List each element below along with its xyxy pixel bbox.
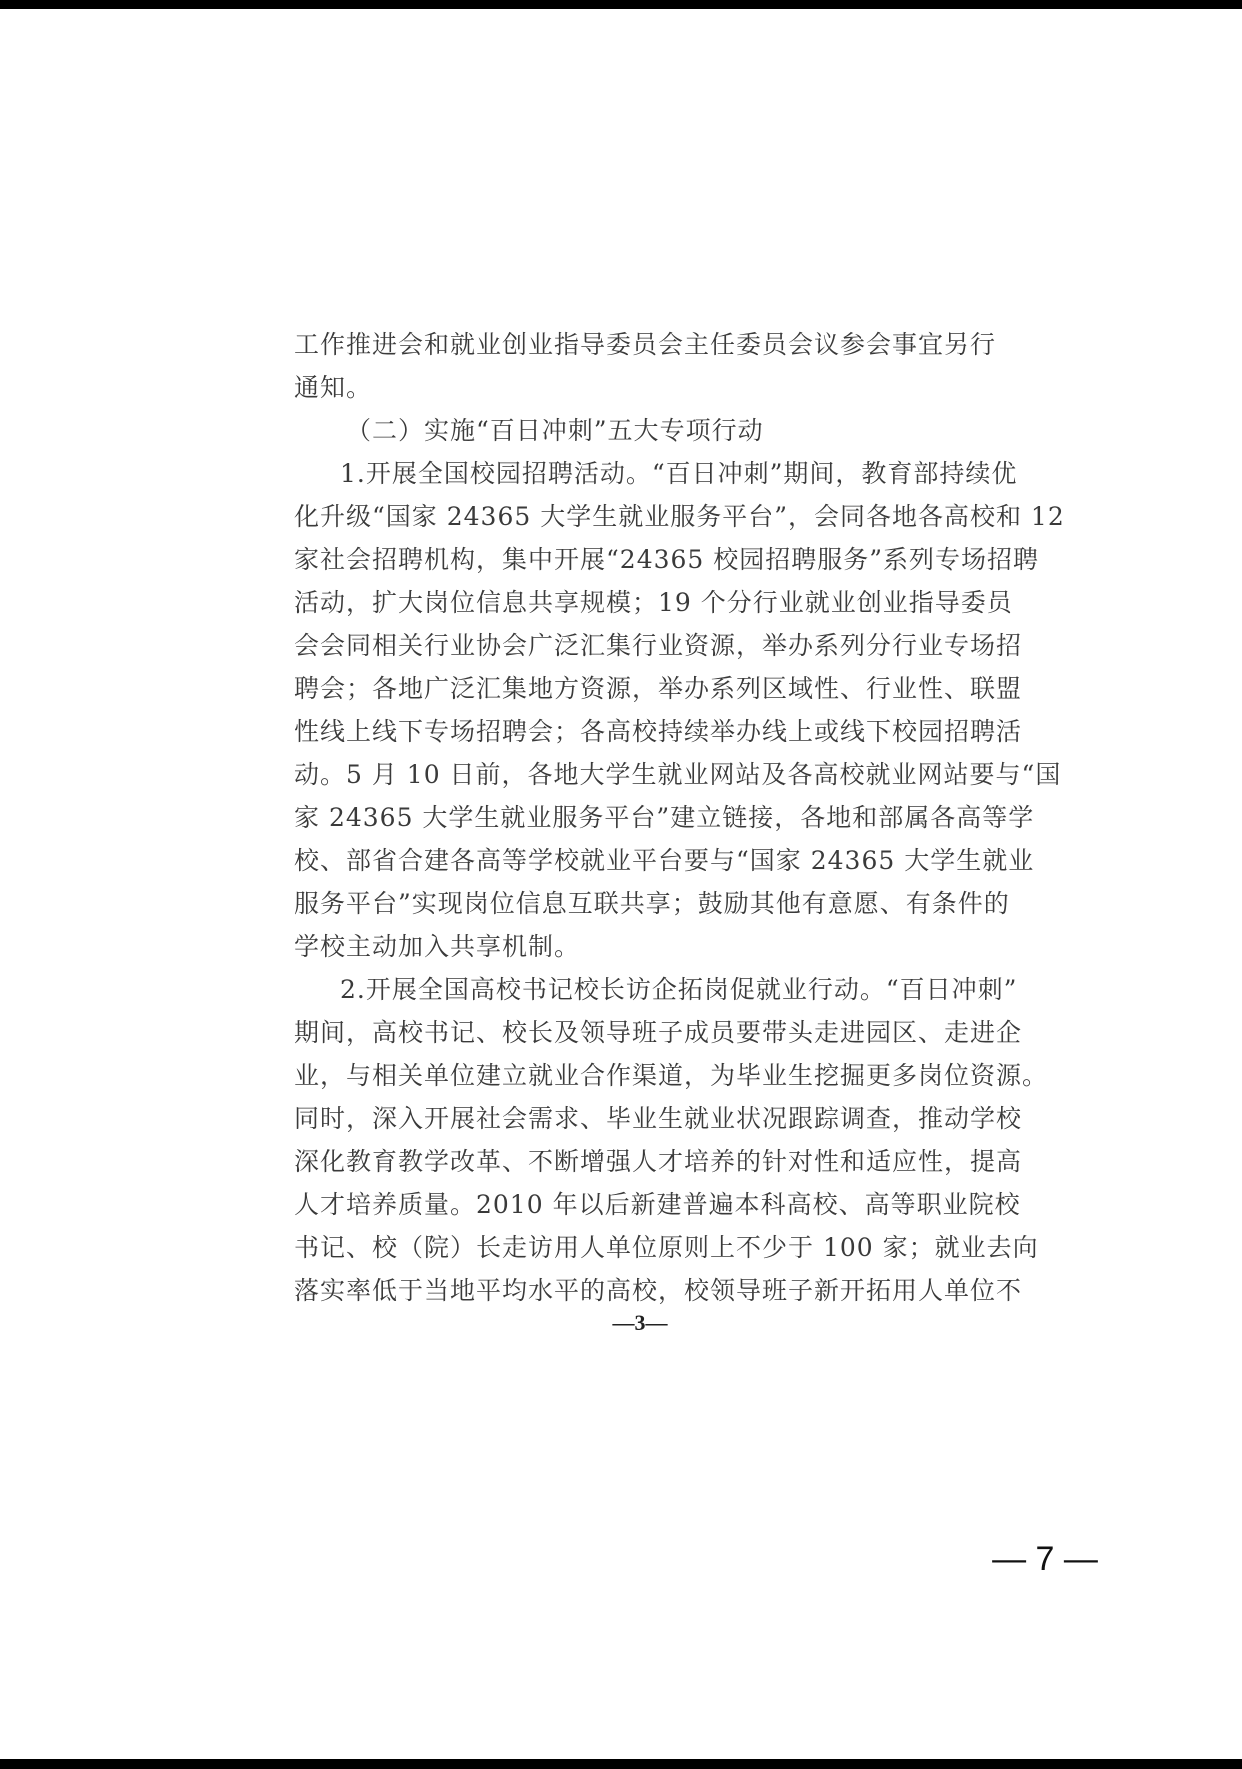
text-line: 业，与相关单位建立就业合作渠道，为毕业生挖掘更多岗位资源。 bbox=[294, 1061, 1049, 1090]
text-line: 性线上线下专场招聘会；各高校持续举办线上或线下校园招聘活 bbox=[294, 717, 1023, 746]
inner-page-number: —3— bbox=[612, 1310, 668, 1335]
paragraph-first-line: 1.开展全国校园招聘活动。“百日冲刺”期间，教育部持续优 bbox=[340, 459, 1018, 488]
text-line: 聘会；各地广泛汇集地方资源，举办系列区域性、行业性、联盟 bbox=[294, 674, 1023, 703]
text-line: 同时，深入开展社会需求、毕业生就业状况跟踪调查，推动学校 bbox=[294, 1104, 1023, 1133]
document-body bbox=[294, 323, 1065, 1312]
text-line: 学校主动加入共享机制。 bbox=[294, 932, 581, 961]
outer-page-number: — 7 — bbox=[992, 1540, 1098, 1578]
text-line: 化升级“国家 24365 大学生就业服务平台”，会同各地各高校和 12 bbox=[294, 502, 1065, 531]
text-line: 落实率低于当地平均水平的高校，校领导班子新开拓用人单位不 bbox=[294, 1276, 1023, 1305]
section-heading: （二）实施“百日冲刺”五大专项行动 bbox=[346, 416, 764, 445]
text-line: 通知。 bbox=[294, 373, 373, 402]
text-line: 动。5 月 10 日前，各地大学生就业网站及各高校就业网站要与“国 bbox=[294, 760, 1062, 789]
paragraph-first-line: 2.开展全国高校书记校长访企拓岗促就业行动。“百日冲刺” bbox=[340, 975, 1018, 1004]
text-line: 会会同相关行业协会广泛汇集行业资源，举办系列分行业专场招 bbox=[294, 631, 1023, 660]
text-line: 家社会招聘机构，集中开展“24365 校园招聘服务”系列专场招聘 bbox=[294, 545, 1040, 574]
text-line: 校、部省合建各高等学校就业平台要与“国家 24365 大学生就业 bbox=[294, 846, 1035, 875]
text-line: 深化教育教学改革、不断增强人才培养的针对性和适应性，提高 bbox=[294, 1147, 1023, 1176]
text-line: 服务平台”实现岗位信息互联共享；鼓励其他有意愿、有条件的 bbox=[294, 889, 1010, 918]
text-line: 活动，扩大岗位信息共享规模；19 个分行业就业创业指导委员 bbox=[294, 588, 1013, 617]
text-line: 人才培养质量。2010 年以后新建普遍本科高校、高等职业院校 bbox=[294, 1190, 1021, 1219]
text-line: 家 24365 大学生就业服务平台”建立链接，各地和部属各高等学 bbox=[294, 803, 1035, 832]
text-line: 书记、校（院）长走访用人单位原则上不少于 100 家；就业去向 bbox=[294, 1233, 1039, 1262]
text-line: 工作推进会和就业创业指导委员会主任委员会议参会事宜另行 bbox=[294, 330, 997, 359]
text-line: 期间，高校书记、校长及领导班子成员要带头走进园区、走进企 bbox=[294, 1018, 1023, 1047]
